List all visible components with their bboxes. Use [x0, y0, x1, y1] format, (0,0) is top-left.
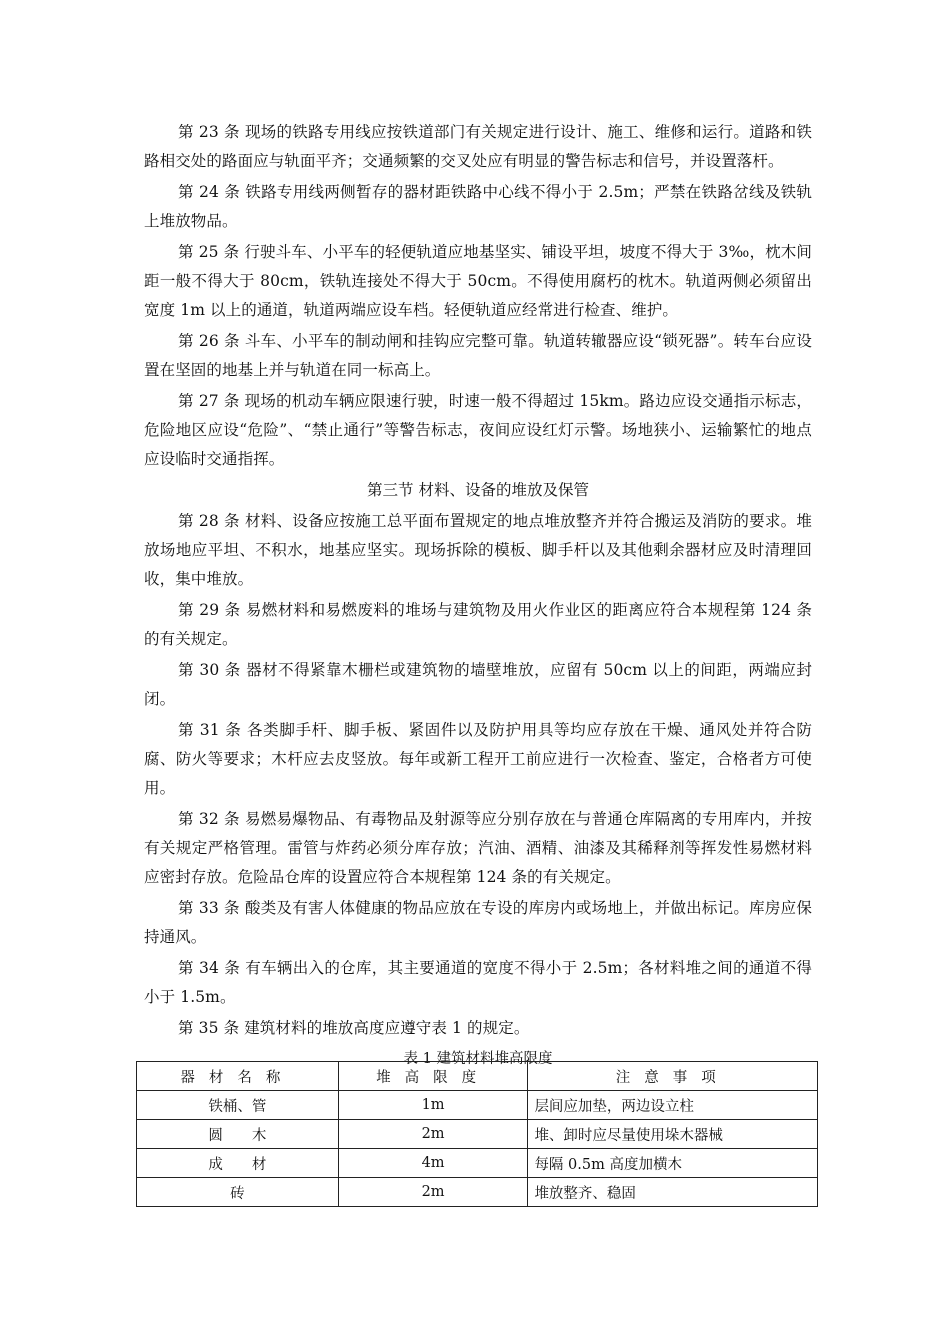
- section-title: 第三节 材料、设备的堆放及保管: [367, 481, 589, 499]
- article-28: 第 28 条 材料、设备应按施工总平面布置规定的地点堆放整齐并符合搬运及消防的要求。堆放场地应平坦、不积水，地基应坚实。现场拆除的模板、脚手杆以及其他剩余器材应及时清理回收，集中堆放。: [144, 512, 812, 588]
- cell-material: 铁桶、管: [137, 1091, 339, 1120]
- article-33: 第 33 条 酸类及有害人体健康的物品应放在专设的库房内或场地上，并做出标记。库房应保持通风。: [144, 899, 812, 946]
- material-height-table: [136, 1061, 818, 1207]
- header-material-name: 器材名称: [137, 1062, 339, 1091]
- article-29: 第 29 条 易燃材料和易燃废料的堆场与建筑物及用火作业区的距离应符合本规程第 124 条的有关规定。: [144, 601, 812, 648]
- cell-note: 堆放整齐、稳固: [528, 1178, 818, 1207]
- article-23: 第 23 条 现场的铁路专用线应按铁道部门有关规定进行设计、施工、维修和运行。道路和铁路相交处的路面应与轨面平齐；交通频繁的交叉处应有明显的警告标志和信号，并设置落杆。: [144, 123, 812, 170]
- cell-note: 层间应加垫，两边设立柱: [528, 1091, 818, 1120]
- table-row: [137, 1178, 818, 1207]
- cell-height: 1m: [338, 1091, 528, 1120]
- cell-note: 每隔 0.5m 高度加横木: [528, 1149, 818, 1178]
- document-body: [144, 118, 812, 1072]
- cell-material: 圆 木: [137, 1120, 339, 1149]
- article-25: 第 25 条 行驶斗车、小平车的轻便轨道应地基坚实、铺设平坦，坡度不得大于 3‰，枕木间距一般不得大于 80cm，铁轨连接处不得大于 50cm。不得使用腐朽的枕木。轨道两侧必须留出宽度 1m 以上的通道，轨道两端应设车档。轻便轨道应经常进行检查、维护。: [144, 243, 812, 319]
- cell-height: 2m: [338, 1178, 528, 1207]
- article-34: 第 34 条 有车辆出入的仓库，其主要通道的宽度不得小于 2.5m；各材料堆之间的通道不得小于 1.5m。: [144, 959, 812, 1006]
- cell-material: 砖: [137, 1178, 339, 1207]
- table-caption: 表 1 建筑材料堆高限度: [403, 1051, 553, 1067]
- article-24: 第 24 条 铁路专用线两侧暂存的器材距铁路中心线不得小于 2.5m；严禁在铁路岔线及铁轨上堆放物品。: [144, 183, 813, 230]
- table-row: [137, 1091, 818, 1120]
- article-27: 第 27 条 现场的机动车辆应限速行驶，时速一般不得超过 15km。路边应设交通指示标志，危险地区应设“危险”、“禁止通行”等警告标志，夜间应设红灯示警。场地狭小、运输繁忙的地点应设临时交通指挥。: [144, 392, 812, 468]
- header-height-limit: 堆高限度: [338, 1062, 528, 1091]
- table-row: [137, 1120, 818, 1149]
- cell-note: 堆、卸时应尽量使用垛木器械: [528, 1120, 818, 1149]
- article-26: 第 26 条 斗车、小平车的制动闸和挂钩应完整可靠。轨道转辙器应设“锁死器”。转车台应设置在坚固的地基上并与轨道在同一标高上。: [144, 332, 812, 379]
- cell-material: 成 材: [137, 1149, 339, 1178]
- article-35: 第 35 条 建筑材料的堆放高度应遵守表 1 的规定。: [178, 1019, 530, 1037]
- header-notes: 注意事项: [528, 1062, 818, 1091]
- article-31: 第 31 条 各类脚手杆、脚手板、紧固件以及防护用具等均应存放在干燥、通风处并符合防腐、防火等要求；木杆应去皮竖放。每年或新工程开工前应进行一次检查、鉴定，合格者方可使用。: [144, 721, 812, 797]
- table-header-row: [137, 1062, 818, 1091]
- cell-height: 4m: [338, 1149, 528, 1178]
- article-30: 第 30 条 器材不得紧靠木栅栏或建筑物的墙壁堆放，应留有 50cm 以上的间距，两端应封闭。: [144, 661, 812, 708]
- article-32: 第 32 条 易燃易爆物品、有毒物品及射源等应分别存放在与普通仓库隔离的专用库内，并按有关规定严格管理。雷管与炸药必须分库存放；汽油、酒精、油漆及其稀释剂等挥发性易燃材料应密封存放。危险品仓库的设置应符合本规程第 124 条的有关规定。: [144, 810, 812, 886]
- cell-height: 2m: [338, 1120, 528, 1149]
- table-row: [137, 1149, 818, 1178]
